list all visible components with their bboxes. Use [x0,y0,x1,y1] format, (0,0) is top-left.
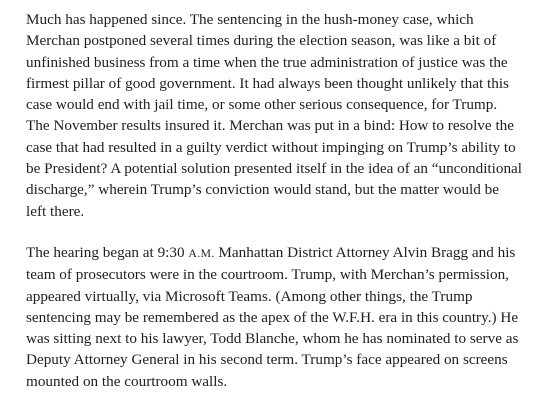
hearing-text-rest: Manhattan District Attorney Alvin Bragg and his team of prosecutors were in the courtroom. Trump, with Merchan’s permission, appeared virtually, via Microsoft Teams. (Among other things, the Trump sentencing may be remembered as the apex of the W.F.H. era in this country.) He was sitting next to his lawyer, Todd Blanche, whom he has nominated to serve as Deputy Attorney General in his second term. Trump’s face appeared on screens mounted on the courtroom walls. [26,243,519,390]
paragraph-sentencing: Much has happened since. The sentencing in the hush-money case, which Merchan postponed several times during the election season, was like a bit of unfinished business from a time when the true administration of justice was the firmest pillar of good government. It had always been thought unlikely that this case would end with jail time, or some other serious consequence, for Trump. The November results insured it. Merchan was put in a bind: How to resolve the case that had resulted in a guilty verdict without impinging on Trump’s ability to be President? A potential solution presented itself in the idea of an “unconditional discharge,” wherein Trump’s conviction would stand, but the matter would be left there. [26,11,523,220]
time-suffix: A.M. [188,245,215,260]
article-body [26,9,522,392]
paragraph-hearing [26,242,522,392]
hearing-text-start: The hearing began at 9:30 [26,243,189,261]
